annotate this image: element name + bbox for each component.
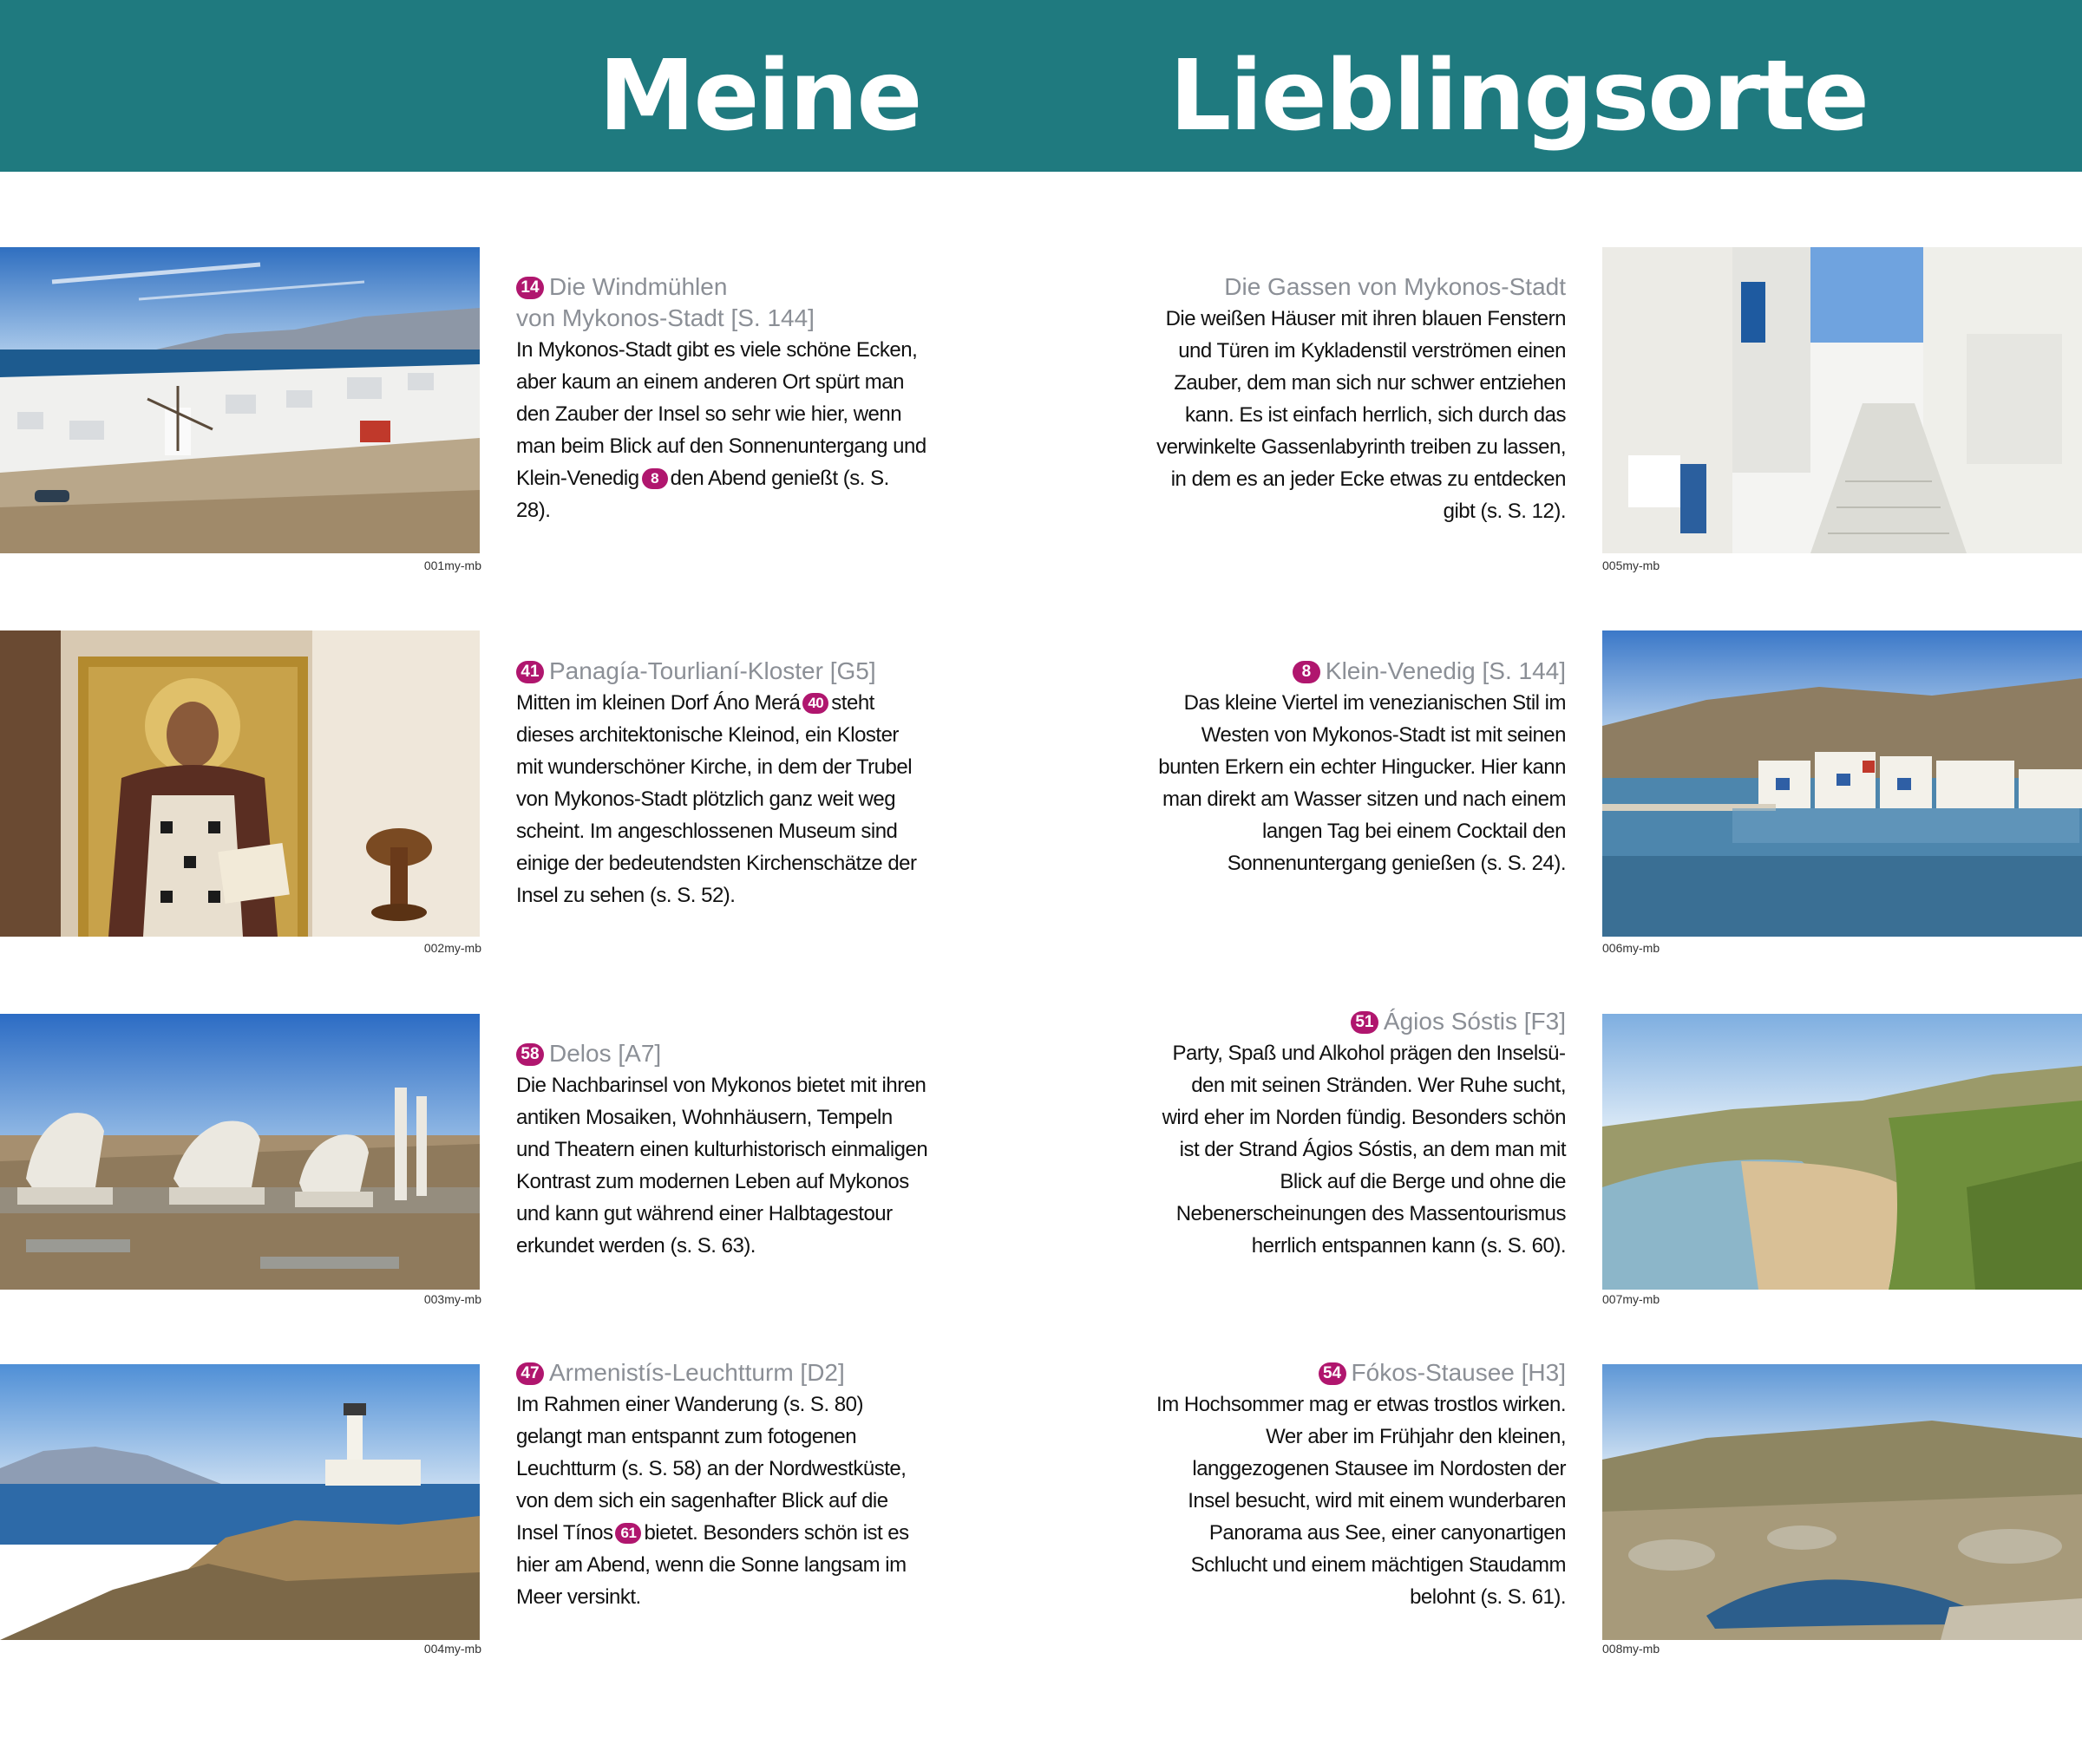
entry-text: Die Nachbarinsel von Mykonos bietet mit ihren antiken Mosaiken, Wohnhäusern, Tempeln und Theatern einen kulturhistorisch einmaligen Kontrast zum modernen Leben auf Mykonos und kann gut während einer Halbtagestour erkundet werden (s. S. 63). (516, 1074, 928, 1258)
photo-credit: 004my-mb (423, 1642, 481, 1656)
entry-fokos (1154, 1357, 1566, 1613)
map-reference-badge: 61 (615, 1523, 641, 1544)
lighthouse-photo (0, 1364, 480, 1640)
entry-delos (516, 1038, 928, 1262)
little-venice-photo (1602, 630, 2082, 937)
entry-heading: 8 Klein-Venedig [S. 144] (1154, 656, 1566, 687)
entry-lighthouse (516, 1357, 928, 1613)
entry-text: Die weißen Häuser mit ihren blauen Fenstern und Türen im Kykladenstil verströmen einen Zauber, dem man sich nur schwer entziehen kann. Es ist einfach herrlich, sich durch das verwinkelte Gassenlabyrinth treiben zu lassen, in dem es an jeder Ecke etwas zu entdecken gibt (s. S. 12). (1156, 307, 1566, 523)
photo-credit: 002my-mb (423, 941, 481, 955)
entry-text: Mitten im kleinen Dorf Áno Merá 40 steht dieses architektonische Kleinod, ein Kloster mit wunderschöner Kirche, in dem der Trubel von Mykonos-Stadt plötzlich ganz weit weg scheint. Im angeschlossenen Museum sind einige der bedeutendsten Kirchenschätze der Insel zu sehen (s. S. 52). (516, 691, 917, 907)
page-title-left: Meine (599, 40, 921, 153)
photo-credit: 001my-mb (423, 559, 481, 572)
entry-number-badge: 8 (1293, 661, 1320, 683)
entry-heading: 41 Panagía-Tourlianí-Kloster [G5] (516, 656, 928, 687)
entry-agios-sostis (1154, 1006, 1566, 1262)
entry-little-venice (1154, 656, 1566, 879)
photo-credit: 003my-mb (423, 1292, 481, 1306)
icon-photo (0, 630, 480, 937)
entry-windmills (516, 271, 928, 526)
delos-photo (0, 1014, 480, 1290)
page-title-right: Lieblingsorte (1169, 40, 1868, 153)
entry-heading: Die Gassen von Mykonos-Stadt (1224, 273, 1566, 300)
reservoir-photo (1602, 1364, 2082, 1640)
beach-photo (1602, 1014, 2082, 1290)
photo-credit: 008my-mb (1602, 1642, 1660, 1656)
entry-number-badge: 41 (516, 661, 544, 683)
header-banner (0, 0, 2082, 172)
photo-credit: 006my-mb (1602, 941, 1660, 955)
entry-heading: 47 Armenistís-Leuchtturm [D2] (516, 1357, 928, 1388)
entry-text: Das kleine Viertel im venezianischen Stil im Westen von Mykonos-Stadt ist mit seinen bunten Erkern ein echter Hingucker. Hier kann man direkt am Wasser sitzen und nach einem langen Tag bei einem Cocktail den Sonnenuntergang genießen (s. S. 24). (1158, 691, 1566, 875)
entry-heading: 54 Fókos-Stausee [H3] (1154, 1357, 1566, 1388)
photo-credit: 005my-mb (1602, 559, 1660, 572)
entry-panagia (516, 656, 928, 911)
entry-text: Im Hochsommer mag er etwas trostlos wirken. Wer aber im Frühjahr den kleinen, langgezogenen Stausee im Nordosten der Insel besucht, wird mit einem wunderbaren Panorama aus See, einer canyonartigen Schlucht und einem mächtigen Staudamm belohnt (s. S. 61). (1156, 1393, 1566, 1609)
entry-number-badge: 47 (516, 1362, 544, 1385)
entry-number-badge: 58 (516, 1043, 544, 1066)
photo-credit: 007my-mb (1602, 1292, 1660, 1306)
entry-heading: 51 Ágios Sóstis [F3] (1154, 1006, 1566, 1037)
entry-text: Party, Spaß und Alkohol prägen den Inselsüden mit seinen Stränden. Wer Ruhe sucht, wird eher im Norden fündig. Besonders schön ist der Strand Ágios Sóstis, an dem man mit Blick auf die Berge und ohne die Nebenerscheinungen des Massentourismus herrlich entspannen kann (s. S. 60). (1162, 1042, 1566, 1258)
alley-photo (1602, 247, 2082, 553)
entry-number-badge: 14 (516, 277, 544, 299)
entry-alleys (1154, 271, 1566, 527)
map-reference-badge: 8 (642, 468, 668, 489)
entry-heading: 58 Delos [A7] (516, 1038, 928, 1069)
entry-number-badge: 54 (1319, 1362, 1346, 1385)
entry-text: Im Rahmen einer Wanderung (s. S. 80) gelangt man entspannt zum fotogenen Leuchtturm (s. S. 58) an der Nordwestküste, von dem sich ein sagenhafter Blick auf die Insel Tínos 61 bietet. Besonders schön ist es hier am Abend, wenn die Sonne langsam im Meer versinkt. (516, 1393, 909, 1609)
entry-text: In Mykonos-Stadt gibt es viele schöne Ecken, aber kaum an einem anderen Ort spürt man den Zauber der Insel so sehr wie hier, wenn man beim Blick auf den Sonnenuntergang und Klein-Venedig 8 den Abend genießt (s. S. 28). (516, 338, 926, 522)
windmills-photo (0, 247, 480, 553)
entry-heading: 14 Die Windmühlen von Mykonos-Stadt [S. 144] (516, 273, 815, 331)
map-reference-badge: 40 (802, 693, 828, 714)
entry-number-badge: 51 (1351, 1011, 1378, 1034)
